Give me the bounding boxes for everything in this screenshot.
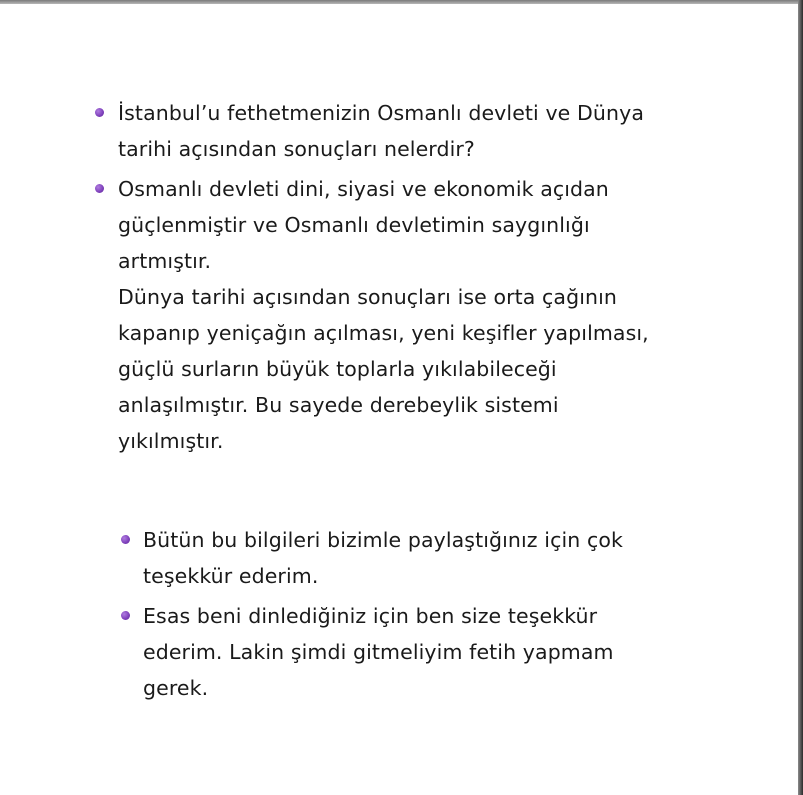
text-line: İstanbul’u fethetmenizin Osmanlı devleti ve Dünya bbox=[118, 101, 644, 125]
text-line: tarihi açısından sonuçları nelerdir? bbox=[118, 137, 475, 161]
text-line: Dünya tarihi açısından sonuçları ise orta çağının bbox=[118, 285, 617, 309]
sub-bullet-icon bbox=[121, 535, 130, 544]
right-border bbox=[798, 0, 803, 795]
bullet-text-answer bbox=[118, 171, 718, 459]
text-line: gerek. bbox=[143, 676, 209, 700]
text-line: kapanıp yeniçağın açılması, yeni keşifler yapılması, bbox=[118, 321, 649, 345]
text-line: güçlenmiştir ve Osmanlı devletimin saygınlığı bbox=[118, 213, 590, 237]
bullet-icon bbox=[95, 108, 104, 117]
text-line: Bütün bu bilgileri bizimle paylaştığınız için çok bbox=[143, 528, 623, 552]
text-line: anlaşılmıştır. Bu sayede derebeylik sistemi bbox=[118, 393, 559, 417]
sub-bullet-text-thanks bbox=[143, 522, 703, 594]
bullet-icon bbox=[95, 184, 104, 193]
text-line: yıkılmıştır. bbox=[118, 429, 224, 453]
top-border bbox=[0, 0, 803, 4]
text-line: ederim. Lakin şimdi gitmeliyim fetih yapmam bbox=[143, 640, 614, 664]
bullet-text-question bbox=[118, 95, 718, 167]
sub-bullet-icon bbox=[121, 611, 130, 620]
text-line: güçlü surların büyük toplarla yıkılabileceği bbox=[118, 357, 557, 381]
text-line: Esas beni dinlediğiniz için ben size teşekkür bbox=[143, 604, 598, 628]
text-line: teşekkür ederim. bbox=[143, 564, 319, 588]
sub-bullet-text-reply bbox=[143, 598, 703, 706]
text-line: Osmanlı devleti dini, siyasi ve ekonomik açıdan bbox=[118, 177, 609, 201]
text-line: artmıştır. bbox=[118, 249, 212, 273]
